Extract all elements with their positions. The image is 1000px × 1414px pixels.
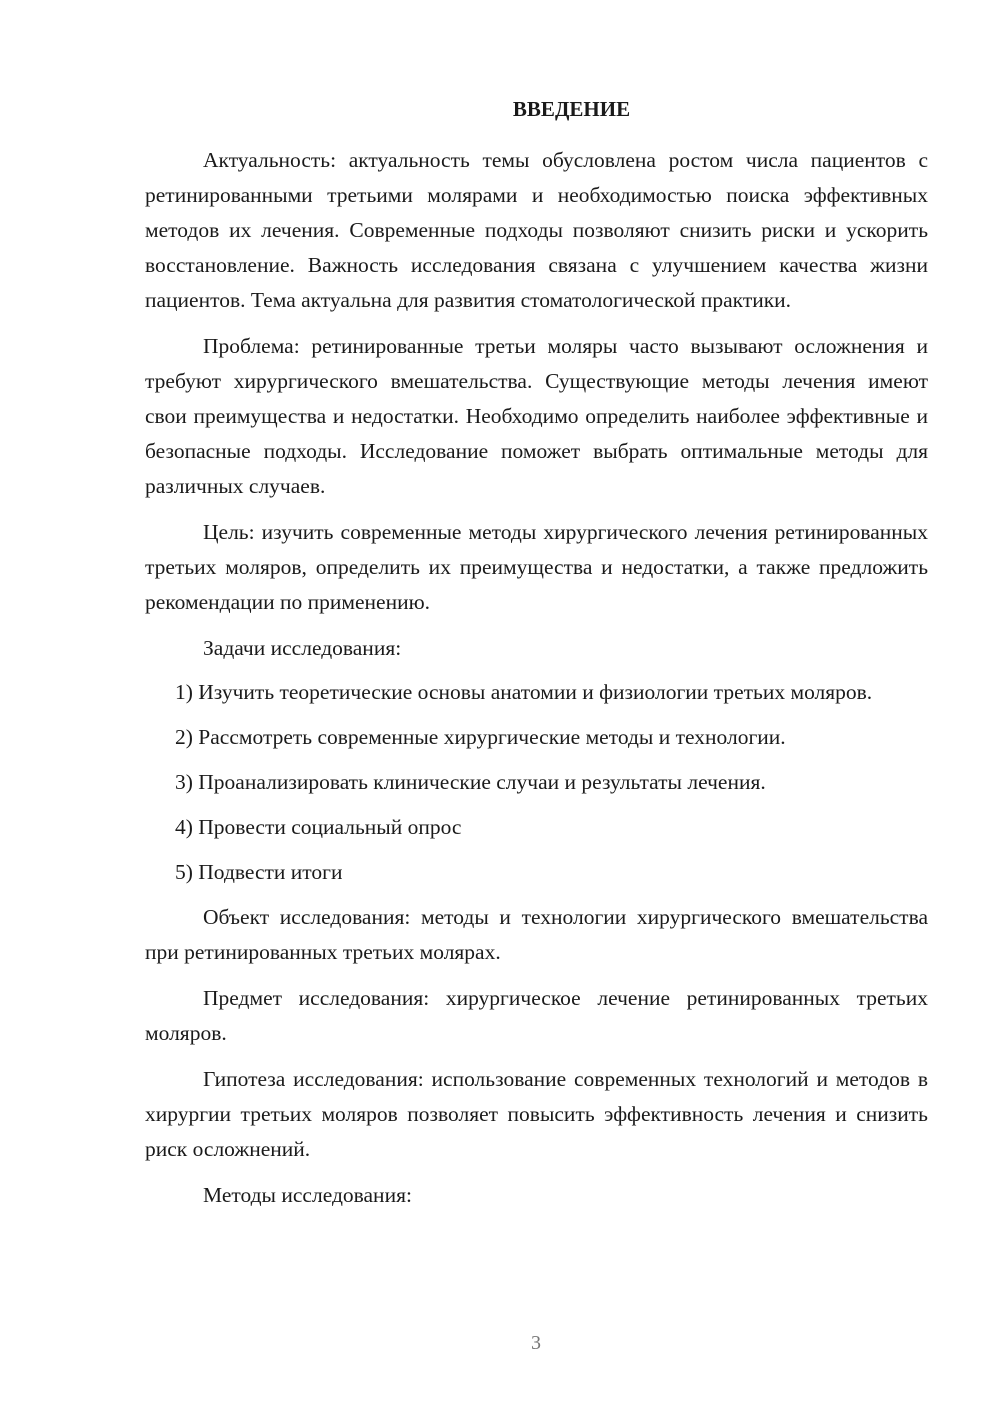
methods-heading: Методы исследования: [203, 1183, 412, 1207]
goal-paragraph: Цель: изучить современные методы хирургического лечения ретинированных третьих моляров, определить их преимущества и недостатки, а также предложить рекомендации по применению. [145, 520, 928, 614]
problem-paragraph: Проблема: ретинированные третьи моляры часто вызывают осложнения и требуют хирургического вмешательства. Существующие методы лечения имеют свои преимущества и недостатки. Необходимо определить наиболее эффективные и безопасные подходы. Исследование поможет выбрать оптимальные методы для различных случаев. [145, 334, 928, 498]
tasks-list [145, 675, 928, 890]
hypothesis-paragraph: Гипотеза исследования: использование современных технологий и методов в хирургии третьих моляров позволяет повысить эффективность лечения и снизить риск осложнений. [145, 1067, 928, 1161]
subject-paragraph: Предмет исследования: хирургическое лечение ретинированных третьих моляров. [145, 986, 928, 1045]
tasks-heading: Задачи исследования: [203, 636, 402, 660]
document-page [145, 92, 928, 1224]
section-title: ВВЕДЕНИЕ [512, 97, 631, 121]
task-item-1: 1) Изучить теоретические основы анатомии и физиологии третьих моляров. [175, 680, 873, 704]
object-paragraph: Объект исследования: методы и технологии хирургического вмешательства при ретинированных третьих молярах. [145, 905, 928, 964]
relevance-paragraph: Актуальность: актуальность темы обусловлена ростом числа пациентов с ретинированными третьими молярами и необходимостью поиска эффективных методов их лечения. Современные подходы позволяют снизить риски и ускорить восстановление. Важность исследования связана с улучшением качества жизни пациентов. Тема актуальна для развития стоматологической практики. [145, 148, 928, 312]
task-item-5: 5) Подвести итоги [175, 860, 343, 884]
task-item-4: 4) Провести социальный опрос [175, 815, 462, 839]
page-number: 3 [531, 1332, 541, 1354]
task-item-2: 2) Рассмотреть современные хирургические методы и технологии. [175, 725, 786, 749]
task-item-3: 3) Проанализировать клинические случаи и результаты лечения. [175, 770, 766, 794]
